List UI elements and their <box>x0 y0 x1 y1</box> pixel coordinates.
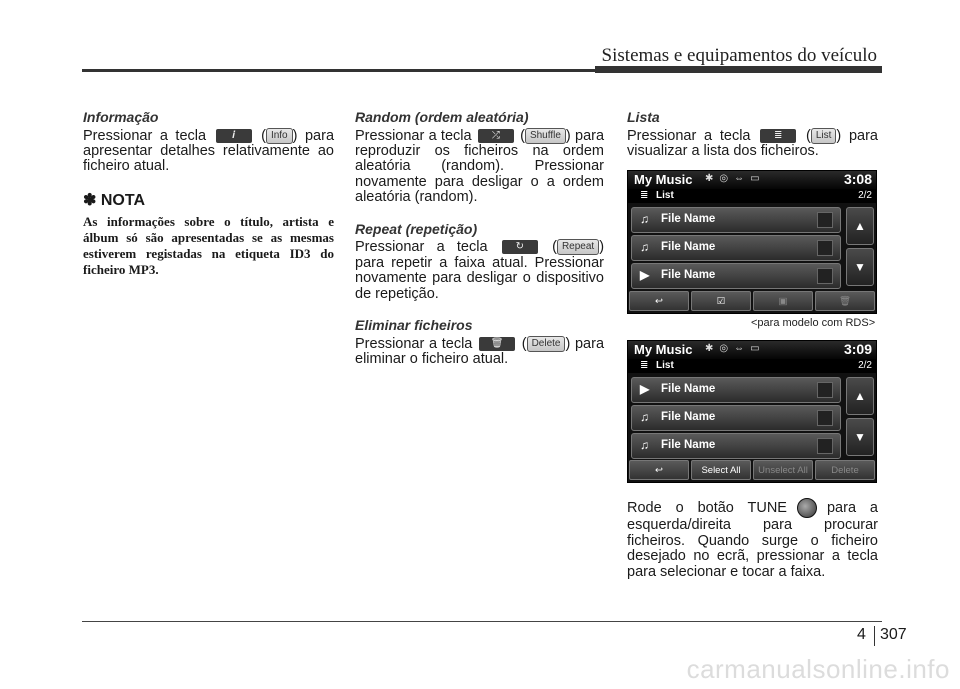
screen-title: My Music <box>634 172 693 187</box>
screen-header <box>628 341 876 359</box>
screen-subheader <box>628 189 876 203</box>
delete-tag: Delete <box>527 336 566 352</box>
file-name: File Name <box>661 411 716 423</box>
music-note-icon: ♫ <box>640 410 649 424</box>
repeat-key-icon: ↻ <box>502 240 538 254</box>
file-name: File Name <box>661 213 716 225</box>
watermark: carmanualsonline.info <box>686 654 950 684</box>
info-tag: Info <box>266 128 293 144</box>
list-item[interactable] <box>631 235 841 261</box>
list-icon: ≣ <box>640 360 649 371</box>
page-number: 307 <box>880 626 907 643</box>
unselect-all-button[interactable]: Unselect All <box>753 460 813 480</box>
file-list <box>631 207 841 291</box>
list-item[interactable] <box>631 433 841 459</box>
tune-post: para a esquerda/direita para procurar ficheiros. Quando surge o ficheiro desejado no ecrã, pressionar a tecla para selecionar e tocar a faixa. <box>627 499 878 580</box>
screen-toolbar <box>629 291 875 311</box>
lista-pre: Pressionar a tecla <box>627 127 751 144</box>
play-icon: ▶ <box>640 268 650 282</box>
lista-post: para visualizar a lista dos ficheiros. <box>627 127 878 159</box>
status-icons: ✱◎⇔▭ <box>705 343 766 354</box>
repeat-paragraph: Pressionar a tecla ↻ ( Repeat ) para repetir a faixa atual. Pressionar novamente para desligar o dispositivo de repetição. <box>355 239 605 302</box>
tune-knob-icon <box>797 498 817 518</box>
list-label: List <box>656 360 674 371</box>
random-paragraph: Pressionar a tecla ⤮ ( Shuffle ) para reproduzir os ficheiros na ordem aleatória (random). Pressionar novamente para desligar o a ordem aleatória (random). <box>355 127 605 206</box>
delete-paragraph: Pressionar a tecla 🗑 ( Delete ) para eliminar o ficheiro atual. <box>355 335 605 367</box>
checkbox[interactable] <box>817 212 833 228</box>
tune-paragraph <box>627 498 878 580</box>
lista-paragraph: Pressionar a tecla ≣ ( List ) para visualizar a lista dos ficheiros. <box>627 127 878 159</box>
list-key-icon: ≣ <box>760 129 796 143</box>
file-name: File Name <box>661 269 716 281</box>
column-3 <box>627 110 878 159</box>
status-icons: ✱◎⇔▭ <box>705 173 766 184</box>
repeat-pre: Pressionar a tecla <box>355 239 488 256</box>
music-note-icon: ♫ <box>640 438 649 452</box>
info-paragraph: Pressionar a tecla 𝒊 ( Info ) para apresentar detalhes relativamente ao ficheiro atual. <box>83 127 335 175</box>
select-all-button[interactable]: Select All <box>691 460 751 480</box>
checkbox[interactable] <box>817 382 833 398</box>
screen-toolbar <box>629 460 875 480</box>
delete-post: para eliminar o ficheiro atual. <box>355 335 605 367</box>
trash-key-icon: 🗑 <box>479 337 515 351</box>
scroll-controls <box>846 377 874 459</box>
scroll-up-button[interactable]: ▲ <box>846 377 874 415</box>
music-screen-rds <box>627 170 877 314</box>
screen-time: 3:09 <box>843 341 872 357</box>
info-post: para apresentar detalhes relativamente ao ficheiro atual. <box>83 127 335 175</box>
info-key-icon: 𝒊 <box>216 129 252 143</box>
list-label: List <box>656 190 674 201</box>
lista-title: Lista <box>627 109 660 125</box>
list-item[interactable] <box>631 207 841 233</box>
list-item[interactable] <box>631 263 841 289</box>
info-pre: Pressionar a tecla <box>83 127 207 144</box>
chapter-number: 4 <box>857 626 866 643</box>
tune-pre: Rode o botão TUNE <box>627 499 787 516</box>
page-indicator: 2/2 <box>858 360 872 371</box>
random-pre: Pressionar a tecla <box>355 127 472 144</box>
footer-rule <box>82 621 882 622</box>
file-list <box>631 377 841 461</box>
header-title: Sistemas e equipamentos do veículo <box>601 45 877 66</box>
delete-pre: Pressionar a tecla <box>355 335 473 352</box>
music-note-icon: ♫ <box>640 240 649 254</box>
trash-icon-button[interactable]: 🗑 <box>815 291 875 311</box>
scroll-up-button[interactable]: ▲ <box>846 207 874 245</box>
list-tag: List <box>811 128 837 144</box>
random-title: Random (ordem aleatória) <box>355 109 529 125</box>
list-item[interactable] <box>631 377 841 403</box>
checkbox[interactable] <box>817 240 833 256</box>
nota-title: ✽ NOTA <box>83 191 145 209</box>
screen-time: 3:08 <box>843 171 872 187</box>
scroll-down-button[interactable]: ▼ <box>846 418 874 456</box>
column-1 <box>83 110 334 278</box>
back-button[interactable]: ↩ <box>629 291 689 311</box>
shuffle-key-icon: ⤮ <box>478 129 514 143</box>
scroll-down-button[interactable]: ▼ <box>846 248 874 286</box>
header-rule-accent <box>595 66 882 73</box>
screen-header <box>628 171 876 189</box>
screen-subheader <box>628 359 876 373</box>
repeat-post: para repetir a faixa atual. Pressionar novamente para desligar o dispositivo de repetição. <box>355 254 604 302</box>
screen-caption: <para modelo com RDS> <box>751 317 876 329</box>
random-post: para reproduzir os ficheiros na ordem aleatória (random). Pressionar novamente para desligar o a ordem aleatória (random). <box>355 127 605 206</box>
repeat-title: Repeat (repetição) <box>355 220 478 237</box>
nota-text: As informações sobre o título, artista e álbum só são apresentadas se as mesmas estiverem registadas na etiqueta ID3 do ficheiro MP3. <box>83 214 334 278</box>
page-indicator: 2/2 <box>858 190 872 201</box>
screen-title: My Music <box>634 342 693 357</box>
copy-icon-button[interactable]: ▣ <box>753 291 813 311</box>
delete-button[interactable]: Delete <box>815 460 875 480</box>
info-title: Informação <box>83 109 159 125</box>
checkbox[interactable] <box>817 410 833 426</box>
delete-title: Eliminar ficheiros <box>355 317 473 334</box>
list-item[interactable] <box>631 405 841 431</box>
select-icon-button[interactable]: ☑ <box>691 291 751 311</box>
music-screen <box>627 340 877 483</box>
play-icon: ▶ <box>640 382 650 396</box>
file-name: File Name <box>661 439 716 451</box>
checkbox[interactable] <box>817 268 833 284</box>
page-divider <box>874 626 875 646</box>
column-2 <box>355 110 604 367</box>
list-icon: ≣ <box>640 190 649 201</box>
file-name: File Name <box>661 383 716 395</box>
checkbox[interactable] <box>817 438 833 454</box>
music-note-icon: ♫ <box>640 212 649 226</box>
repeat-tag: Repeat <box>557 239 599 255</box>
shuffle-tag: Shuffle <box>525 128 566 144</box>
scroll-controls <box>846 207 874 289</box>
back-button[interactable]: ↩ <box>629 460 689 480</box>
file-name: File Name <box>661 241 716 253</box>
